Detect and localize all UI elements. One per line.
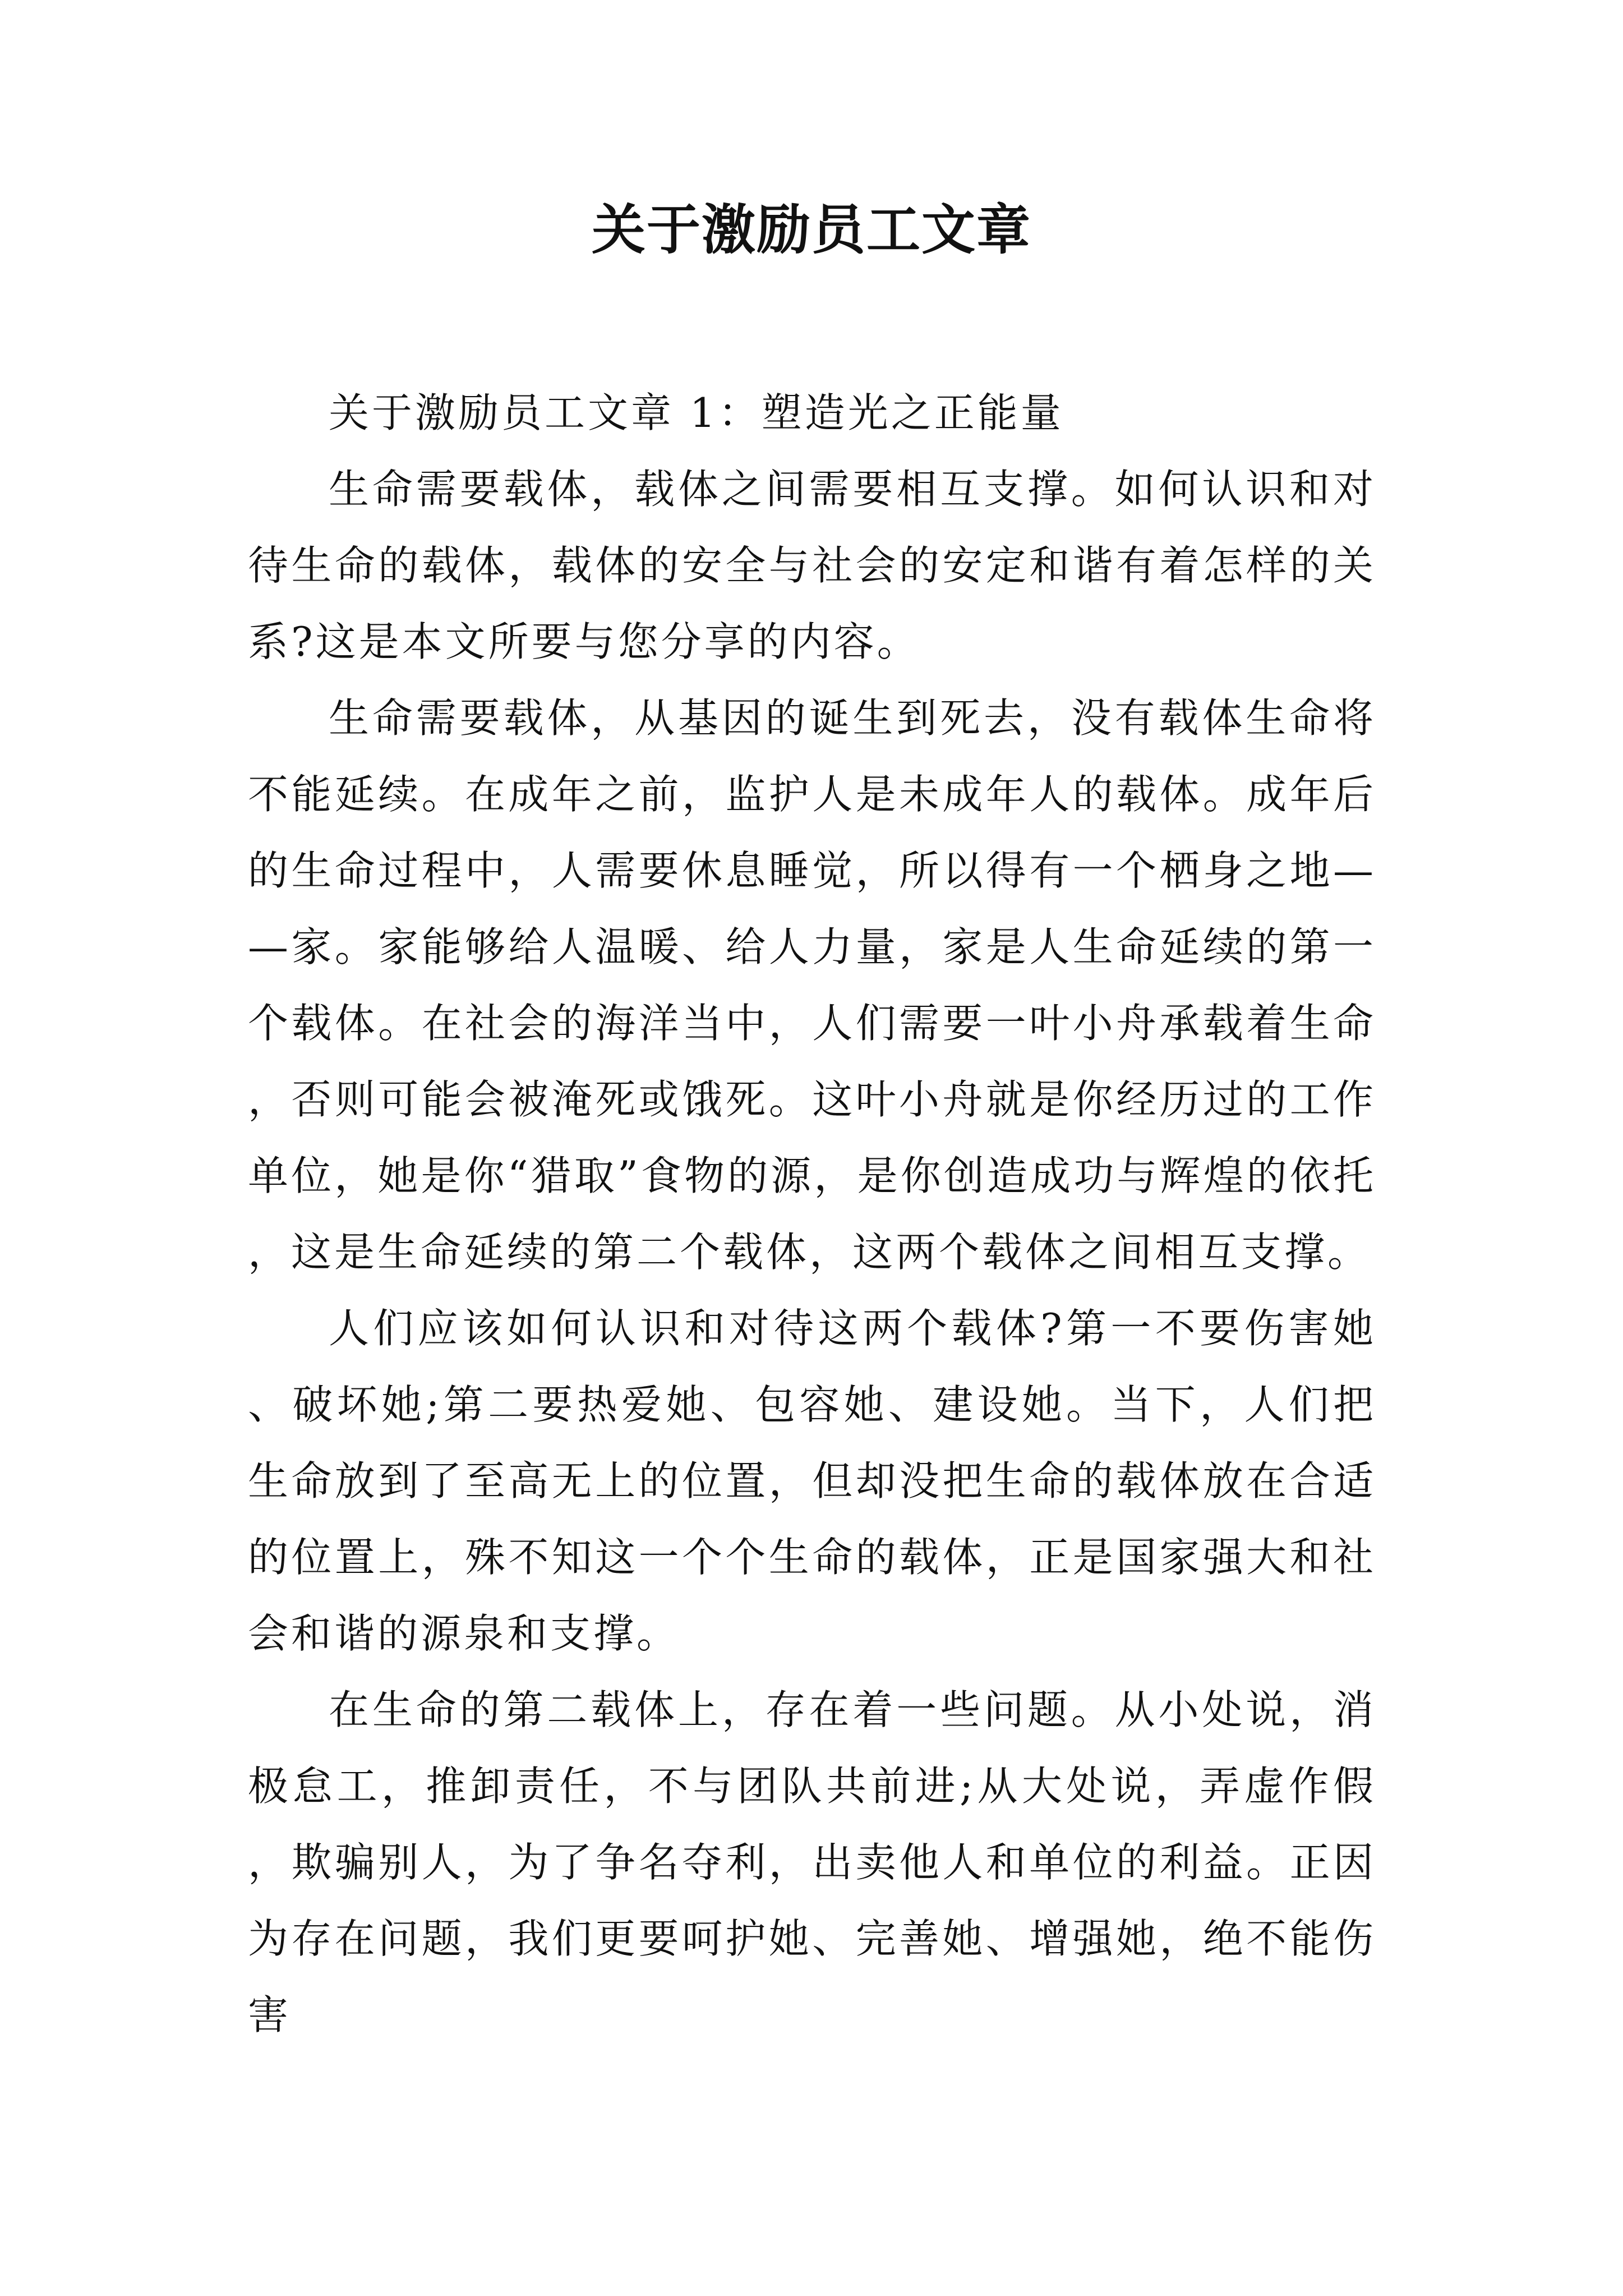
- paragraph-subtitle: 关于激励员工文章 1：塑造光之正能量: [329, 389, 1064, 436]
- paragraph: 生命需要载体，载体之间需要相互支撑。如何认识和对待生命的载体，载体的安全与社会的安定和谐有着怎样的关系?这是本文所要与您分享的内容。: [248, 466, 1376, 665]
- document-title: 关于激励员工文章: [592, 198, 1031, 261]
- paragraph: 生命需要载体，从基因的诞生到死去，没有载体生命将不能延续。在成年之前，监护人是未成年人的载体。成年后的生命过程中，人需要休息睡觉，所以得有一个栖身之地——家。家能够给人温暖、给人力量，家是人生命延续的第一个载体。在社会的海洋当中，人们需要一叶小舟承载着生命，否则可能会被淹死或饿死。这叶小舟就是你经历过的工作单位，她是你“猎取”食物的源，是你创造成功与辉煌的依托，这是生命延续的第二个载体，这两个载体之间相互支撑。: [248, 694, 1376, 1276]
- document-body: [248, 375, 1376, 2053]
- paragraph: 人们应该如何认识和对待这两个载体?第一不要伤害她、破坏她;第二要热爱她、包容她、建设她。当下，人们把生命放到了至高无上的位置，但却没把生命的载体放在合适的位置上，殊不知这一个个生命的载体，正是国家强大和社会和谐的源泉和支撑。: [248, 1305, 1376, 1657]
- paragraph: 在生命的第二载体上，存在着一些问题。从小处说，消极怠工，推卸责任，不与团队共前进;从大处说，弄虚作假，欺骗别人，为了争名夺利，出卖他人和单位的利益。正因为存在问题，我们更要呵护她、完善她、增强她，绝不能伤害: [248, 1686, 1376, 2039]
